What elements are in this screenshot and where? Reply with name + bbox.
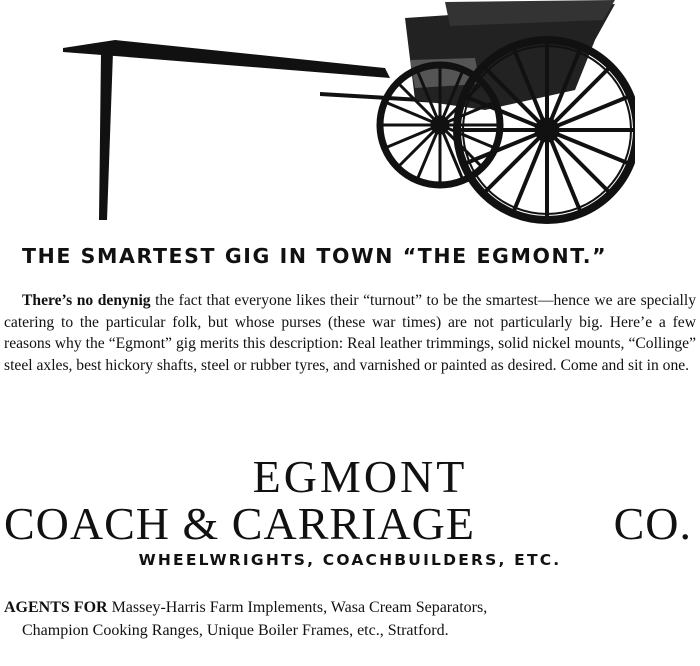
ad-body-copy	[4, 290, 696, 376]
agents-line2: Champion Cooking Ranges, Unique Boiler Frames, etc., Stratford.	[22, 622, 449, 639]
company-name-line2-right: CO.	[613, 498, 692, 549]
gig-carriage-icon	[55, 0, 635, 240]
gig-front-wheel	[457, 40, 635, 220]
agents-line1: Massey-Harris Farm Implements, Wasa Cream Separators,	[107, 599, 488, 616]
company-trades: WHEELWRIGHTS, COACHBUILDERS, ETC.	[138, 551, 562, 569]
company-name-line2-left: COACH & CARRIAGE	[4, 498, 475, 549]
company-name-line1: EGMONT	[252, 451, 468, 502]
ad-body-lead: There’s no denynig	[22, 292, 151, 309]
agents-label: AGENTS FOR	[4, 599, 108, 616]
gig-illustration	[55, 0, 635, 240]
ad-headline: THE SMARTEST GIG IN TOWN “THE EGMONT.”	[22, 244, 608, 268]
agents-block	[4, 596, 696, 642]
gig-rear-wheel	[380, 65, 500, 185]
company-name-line2	[4, 498, 696, 550]
gig-prop	[99, 52, 113, 220]
ad-body-text: the fact that everyone likes their “turnout” to be the smartest—hence we are specially catering to the particular folk, but whose purses (these war times) are not particularly big. Here’e a few reasons why the “Egmont” gig merits this description: Real leather trimmings, solid nickel mounts, “Collinge” steel axles, best hickory shafts, steel or rubber tyres, and varnished or painted as desired. Come and sit in one.	[4, 292, 696, 374]
